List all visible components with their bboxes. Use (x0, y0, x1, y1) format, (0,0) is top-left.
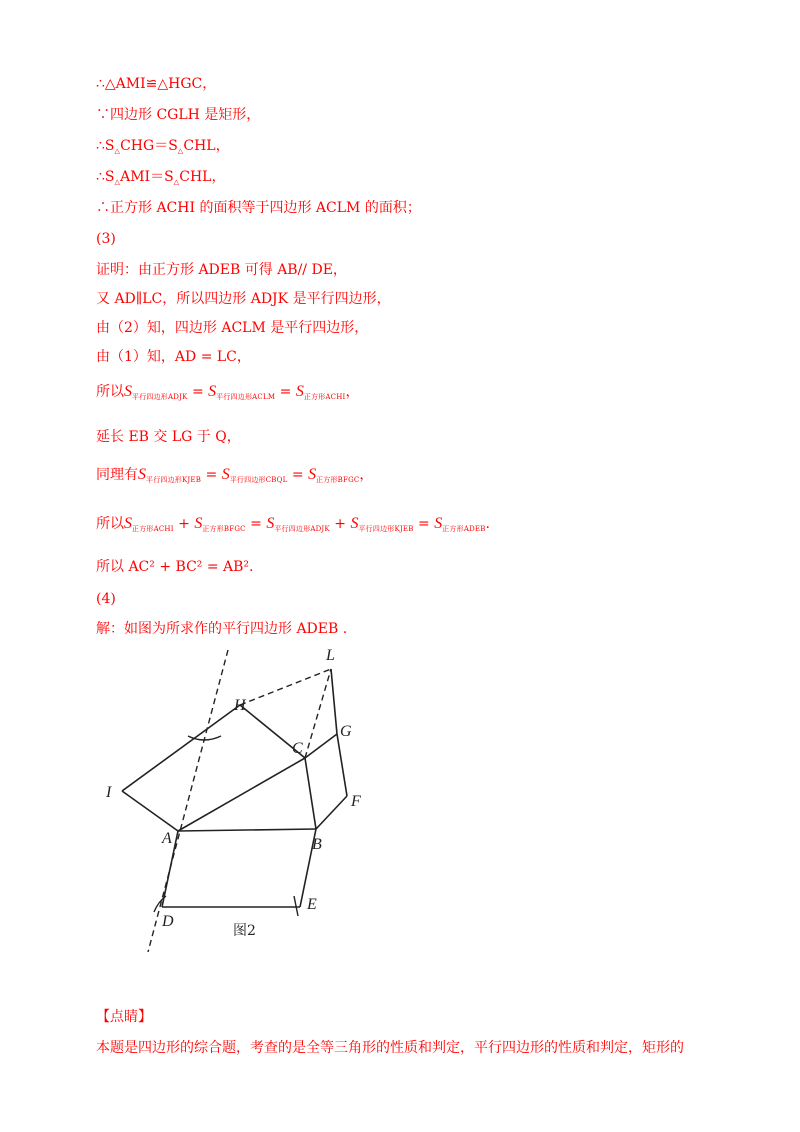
part3-line-4: 由（1）知，AD = LC， (96, 349, 251, 365)
proof-line-2: ∵四边形 CGLH 是矩形， (96, 107, 261, 123)
label-A: A (162, 830, 172, 847)
part4-answer: 解：如图为所求作的平行四边形 ADEB . (96, 621, 348, 637)
segment-BC (305, 758, 316, 829)
segment-IH (122, 705, 240, 791)
dashed-segment-HL (240, 669, 331, 705)
label-F: F (351, 793, 361, 810)
figure-caption: 图2 (233, 923, 256, 939)
construction-arcs (154, 736, 298, 916)
label-L: L (326, 647, 335, 664)
label-C: C (292, 740, 303, 757)
part3-line-8: 所以$S_{正方形ACHI} + S_{正方形BFGC} = S_{平行四边形ADJK} + S_{平行四边形KJEB} = S_{正方形ADEB}$. (96, 515, 490, 533)
part3-line-2: 又 AD∥LC，所以四边形 ADJK 是平行四边形， (96, 291, 391, 307)
point-labels (105, 647, 361, 939)
proof-line-1: ∴△AMI≌△HGC， (96, 76, 217, 92)
part3-line-5: 所以$S_{平行四边形ADJK} = S_{平行四边形ACLM} = S_{正方形ACHI}$， (96, 383, 360, 401)
segment-GF (337, 734, 347, 796)
part3-label: (3) (96, 231, 116, 247)
segment-FB (316, 796, 347, 829)
label-E: E (307, 896, 317, 913)
label-I: I (106, 784, 112, 801)
label-H: H (234, 697, 246, 714)
label-B: B (312, 836, 322, 853)
comment-text: 本题是四边形的综合题，考查的是全等三角形的性质和判定，平行四边形的性质和判定，矩形的 (96, 1040, 684, 1056)
segment-CG (305, 734, 337, 758)
part3-line-3: 由（2）知，四边形 ACLM 是平行四边形， (96, 320, 369, 336)
proof-line-3: $\therefore S_\triangle CHG=S_\triangle CHL$， (96, 138, 230, 155)
arc-3 (294, 896, 298, 916)
part3-line-9: 所以 AC² + BC² = AB². (96, 559, 254, 575)
segment-IA (122, 791, 178, 831)
label-G: G (340, 723, 352, 740)
dashed-segment-CL (305, 669, 331, 758)
part3-line-6: 延长 EB 交 LG 于 Q， (96, 429, 241, 445)
segment-AB (178, 829, 316, 831)
part3-line-7: 同理有$S_{平行四边形KJEB} = S_{平行四边形CBQL} = S_{正方形BFGC}$， (96, 466, 374, 484)
part4-label: (4) (96, 591, 116, 607)
segment-GL (331, 669, 337, 734)
proof-line-4: $\therefore S_\triangle AMI=S_\triangle CHL$， (96, 169, 226, 186)
label-D: D (162, 913, 174, 930)
geometry-figure (100, 640, 400, 970)
comment-heading: 【点睛】 (96, 1009, 152, 1025)
part3-line-1: 证明：由正方形 ADEB 可得 AB// DE， (96, 262, 347, 278)
proof-line-5: ∴正方形 ACHI 的面积等于四边形 ACLM 的面积； (96, 200, 421, 216)
